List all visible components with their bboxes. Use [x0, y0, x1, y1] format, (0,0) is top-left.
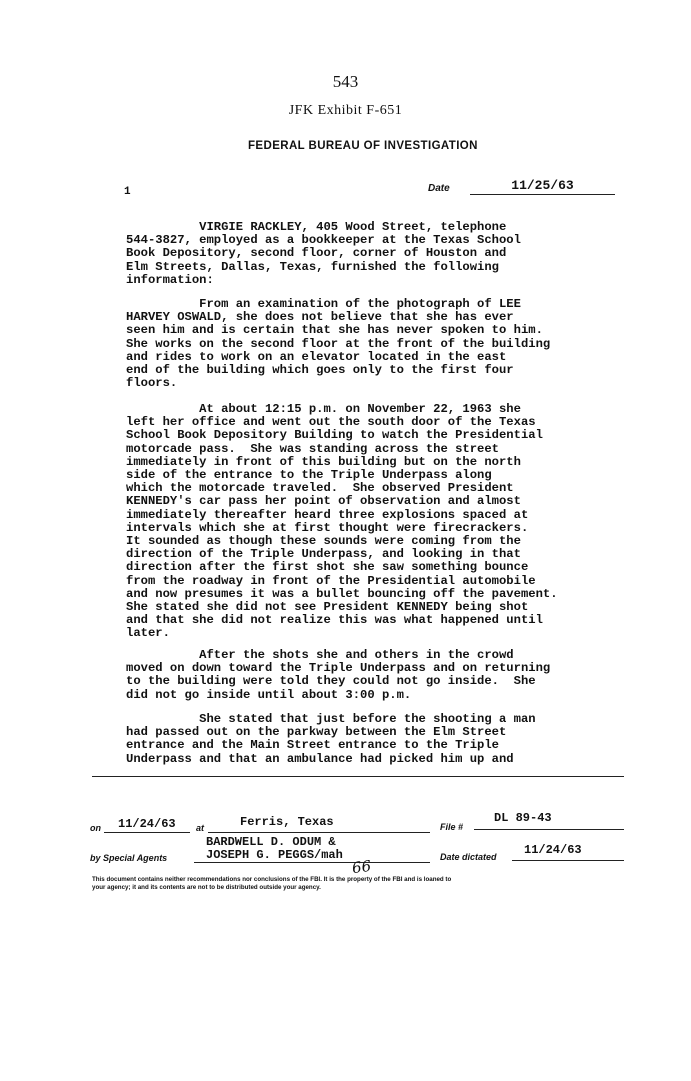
disclaimer-line: your agency; it and its contents are not to be distributed outside your agency.	[92, 884, 321, 891]
paragraph-shooting-account	[126, 403, 596, 641]
date-label: Date	[428, 183, 450, 194]
text-line: side of the entrance to the Triple Underpass along	[126, 468, 492, 483]
dictated-label: Date dictated	[440, 852, 497, 862]
text-line: After the shots she and others in the crowd	[126, 648, 514, 662]
text-line: entrance and the Main Street entrance to the Triple	[126, 738, 499, 753]
interview-date: 11/24/63	[118, 817, 176, 831]
paragraph-after-shots	[126, 649, 596, 702]
dictated-date: 11/24/63	[524, 843, 582, 857]
at-label: at	[196, 823, 205, 833]
text-line: Underpass and that an ambulance had picked him up and	[126, 751, 514, 766]
underline	[104, 832, 190, 833]
agents-label: by Special Agents	[90, 853, 168, 863]
text-line: 544-3827, employed as a bookkeeper at the Texas School	[126, 233, 521, 248]
text-line: immediately thereafter heard three explosions spaced at	[126, 507, 529, 522]
handwritten-mark: 66	[350, 856, 373, 878]
agency-heading: FEDERAL BUREAU OF INVESTIGATION	[248, 140, 478, 152]
text-line: She works on the second floor at the front of the building	[126, 336, 551, 351]
text-line: HARVEY OSWALD, she does not believe that she has ever	[126, 310, 514, 325]
text-line: VIRGIE RACKLEY, 405 Wood Street, telephone	[126, 220, 507, 234]
text-line: It sounded as though these sounds were coming from the	[126, 534, 521, 549]
disclaimer	[92, 876, 451, 892]
text-line: from the roadway in front of the Presidential automobile	[126, 573, 536, 588]
text-line: to the building were told they could not go inside. She	[126, 674, 536, 689]
disclaimer-line: This document contains neither recommendations nor conclusions of the FBI. It is the property of the FBI and is loaned to	[92, 876, 452, 883]
text-line: At about 12:15 p.m. on November 22, 1963 she	[126, 402, 521, 416]
text-line: School Book Depository Building to watch the Presidential	[126, 428, 543, 443]
text-line: and now presumes it was a bullet bouncing off the pavement.	[126, 586, 558, 601]
file-label: File #	[440, 822, 464, 832]
file-number: DL 89-43	[494, 811, 552, 825]
interview-location: Ferris, Texas	[240, 815, 334, 829]
text-line: and that she did not realize this was what happened until	[126, 613, 543, 628]
text-line: Elm Streets, Dallas, Texas, furnished the following	[126, 259, 499, 274]
text-line: left her office and went out the south door of the Texas	[126, 415, 536, 430]
text-line: which the motorcade traveled. She observed President	[126, 481, 514, 496]
report-date: 11/25/63	[470, 178, 615, 195]
text-line: and rides to work on an elevator located in the east	[126, 349, 507, 364]
text-line: Book Depository, second floor, corner of Houston and	[126, 246, 507, 261]
text-line: did not go inside until about 3:00 p.m.	[126, 687, 412, 702]
text-line: She stated that just before the shooting a man	[126, 712, 536, 726]
text-line: direction of the Triple Underpass, and looking in that	[126, 547, 521, 562]
text-line: KENNEDY's car pass her point of observation and almost	[126, 494, 521, 509]
text-line: later.	[126, 626, 170, 641]
text-line: She stated she did not see President KENNEDY being shot	[126, 600, 529, 615]
text-line: floors.	[126, 376, 178, 391]
underline	[474, 829, 624, 830]
text-line: intervals which she at first thought were firecrackers.	[126, 520, 529, 535]
text-line: motorcade pass. She was standing across the street	[126, 441, 499, 456]
text-line: direction after the first shot she saw something bounce	[126, 560, 529, 575]
paragraph-photo-review	[126, 298, 596, 390]
agent-name-1: BARDWELL D. ODUM &	[206, 835, 336, 849]
text-line: immediately in front of this building but on the north	[126, 454, 521, 469]
page-number: 543	[332, 72, 359, 91]
exhibit-label: JFK Exhibit F-651	[288, 103, 403, 118]
underline	[194, 862, 430, 863]
paragraph-intro	[126, 221, 596, 287]
underline	[512, 860, 624, 861]
text-line: end of the building which goes only to the first four	[126, 363, 514, 378]
agent-name-2: JOSEPH G. PEGGS/mah	[206, 848, 343, 862]
text-line: information:	[126, 272, 214, 287]
on-label: on	[90, 823, 101, 833]
footer-divider	[92, 776, 624, 777]
page-mark: 1	[124, 186, 131, 198]
paragraph-ambulance	[126, 713, 596, 766]
text-line: had passed out on the parkway between the Elm Street	[126, 725, 507, 740]
text-line: From an examination of the photograph of LEE	[126, 297, 521, 311]
text-line: seen him and is certain that she has never spoken to him.	[126, 323, 543, 338]
text-line: moved on down toward the Triple Underpass and on returning	[126, 661, 551, 676]
underline	[208, 832, 430, 833]
